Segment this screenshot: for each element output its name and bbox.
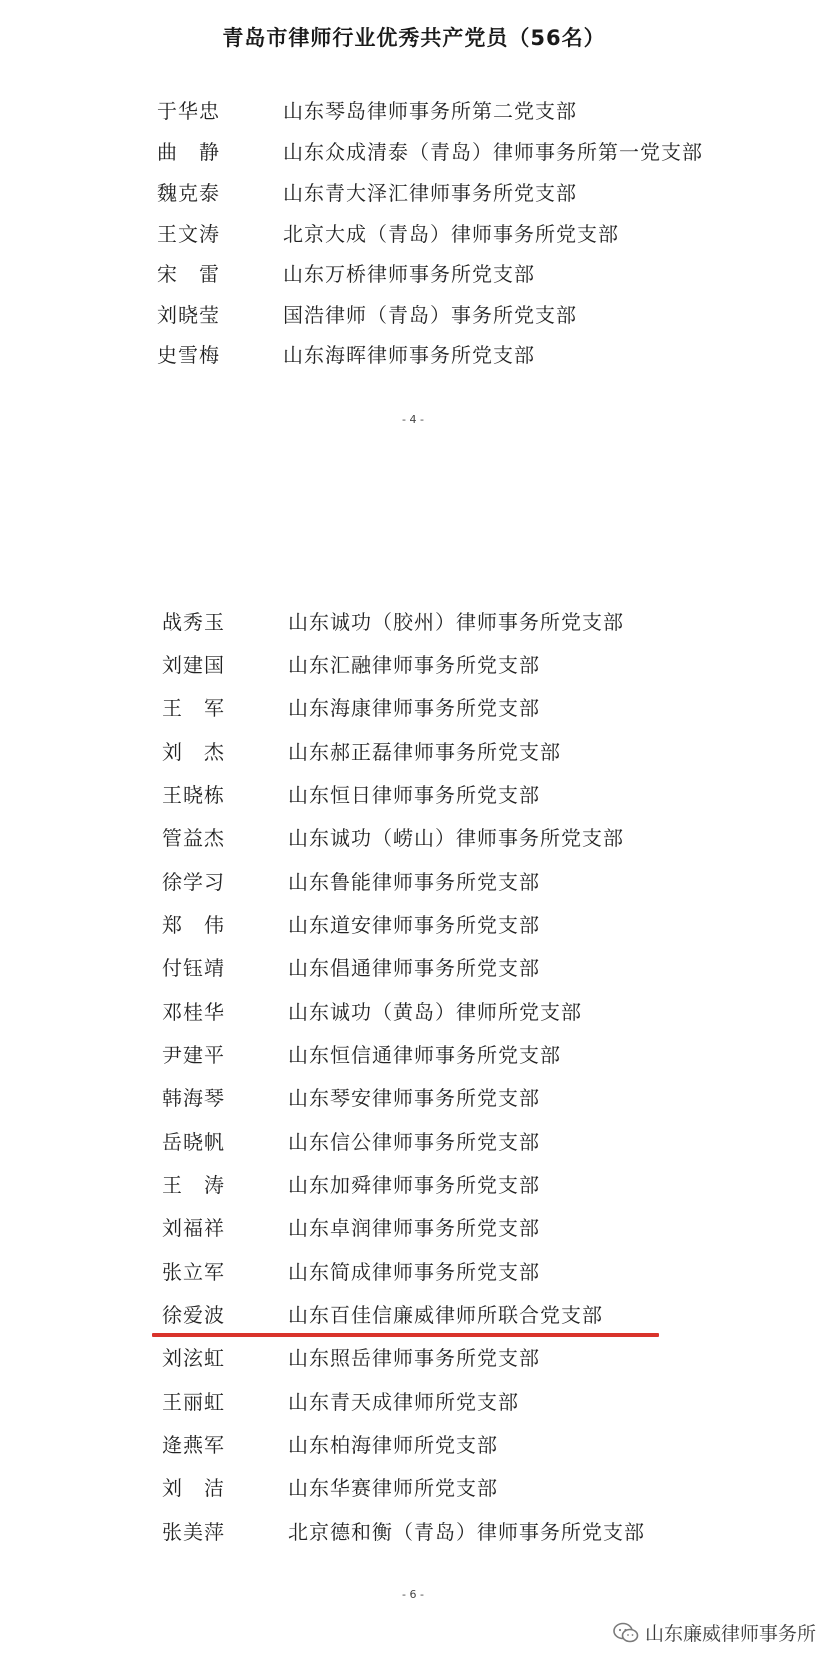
- branch-name: 山东诚功（黄岛）律师所党支部: [288, 1000, 582, 1024]
- branch-name: 山东简成律师事务所党支部: [288, 1260, 540, 1284]
- member-name: 郑 伟: [162, 913, 225, 937]
- member-name: 魏克泰: [157, 181, 220, 205]
- member-name: 管益杰: [162, 826, 225, 850]
- member-name: 史雪梅: [157, 343, 220, 367]
- member-name: 韩海琴: [162, 1086, 225, 1110]
- branch-name: 山东道安律师事务所党支部: [288, 913, 540, 937]
- branch-name: 山东郝正磊律师事务所党支部: [288, 740, 561, 764]
- wechat-icon: [613, 1622, 639, 1644]
- branch-name: 山东恒信通律师事务所党支部: [288, 1043, 561, 1067]
- branch-name: 山东鲁能律师事务所党支部: [288, 870, 540, 894]
- member-name: 刘 洁: [162, 1476, 225, 1500]
- branch-name: 山东诚功（胶州）律师事务所党支部: [288, 610, 624, 634]
- branch-name: 山东琴安律师事务所党支部: [288, 1086, 540, 1110]
- branch-name: 山东众成清泰（青岛）律师事务所第一党支部: [283, 140, 703, 164]
- branch-name: 山东加舜律师事务所党支部: [288, 1173, 540, 1197]
- page-number: - 6 -: [402, 1588, 424, 1601]
- watermark: [613, 1619, 816, 1646]
- member-name: 于华忠: [157, 99, 220, 123]
- member-name: 尹建平: [162, 1043, 225, 1067]
- member-name: 刘建国: [162, 653, 225, 677]
- page-number: - 4 -: [402, 413, 424, 426]
- member-name: 曲 静: [157, 140, 220, 164]
- member-name: 刘 杰: [162, 740, 225, 764]
- member-name: 战秀玉: [162, 610, 225, 634]
- branch-name: 山东琴岛律师事务所第二党支部: [283, 99, 577, 123]
- red-underline-highlight: [152, 1333, 659, 1337]
- member-name: 刘晓莹: [157, 303, 220, 327]
- branch-name: 北京德和衡（青岛）律师事务所党支部: [288, 1520, 645, 1544]
- member-name: 王 军: [162, 696, 225, 720]
- member-name: 张立军: [162, 1260, 225, 1284]
- branch-name: 山东柏海律师所党支部: [288, 1433, 498, 1457]
- branch-name: 山东百佳信廉威律师所联合党支部: [288, 1303, 603, 1327]
- member-name: 邓桂华: [162, 1000, 225, 1024]
- member-name: 徐学习: [162, 870, 225, 894]
- branch-name: 山东恒日律师事务所党支部: [288, 783, 540, 807]
- member-name: 刘泫虹: [162, 1346, 225, 1370]
- member-name: 王晓栋: [162, 783, 225, 807]
- branch-name: 山东倡通律师事务所党支部: [288, 956, 540, 980]
- branch-name: 山东海晖律师事务所党支部: [283, 343, 535, 367]
- branch-name: 山东卓润律师事务所党支部: [288, 1216, 540, 1240]
- member-name: 王丽虹: [162, 1390, 225, 1414]
- member-name: 王 涛: [162, 1173, 225, 1197]
- document-title: 青岛市律师行业优秀共产党员（56名）: [222, 26, 606, 50]
- member-name: 逄燕军: [162, 1433, 225, 1457]
- branch-name: 山东华赛律师所党支部: [288, 1476, 498, 1500]
- branch-name: 山东青大泽汇律师事务所党支部: [283, 181, 577, 205]
- branch-name: 北京大成（青岛）律师事务所党支部: [283, 222, 619, 246]
- watermark-text: 山东廉威律师事务所: [644, 1623, 816, 1645]
- member-name: 张美萍: [162, 1520, 225, 1544]
- member-name: 付钰靖: [162, 956, 225, 980]
- branch-name: 山东诚功（崂山）律师事务所党支部: [288, 826, 624, 850]
- member-name: 岳晓帆: [162, 1130, 225, 1154]
- branch-name: 山东信公律师事务所党支部: [288, 1130, 540, 1154]
- branch-name: 山东汇融律师事务所党支部: [288, 653, 540, 677]
- branch-name: 山东万桥律师事务所党支部: [283, 262, 535, 286]
- branch-name: 山东照岳律师事务所党支部: [288, 1346, 540, 1370]
- member-name: 徐爱波: [162, 1303, 225, 1327]
- member-name: 王文涛: [157, 222, 220, 246]
- branch-name: 国浩律师（青岛）事务所党支部: [283, 303, 577, 327]
- branch-name: 山东海康律师事务所党支部: [288, 696, 540, 720]
- member-name: 宋 雷: [157, 262, 220, 286]
- branch-name: 山东青天成律师所党支部: [288, 1390, 519, 1414]
- member-name: 刘福祥: [162, 1216, 225, 1240]
